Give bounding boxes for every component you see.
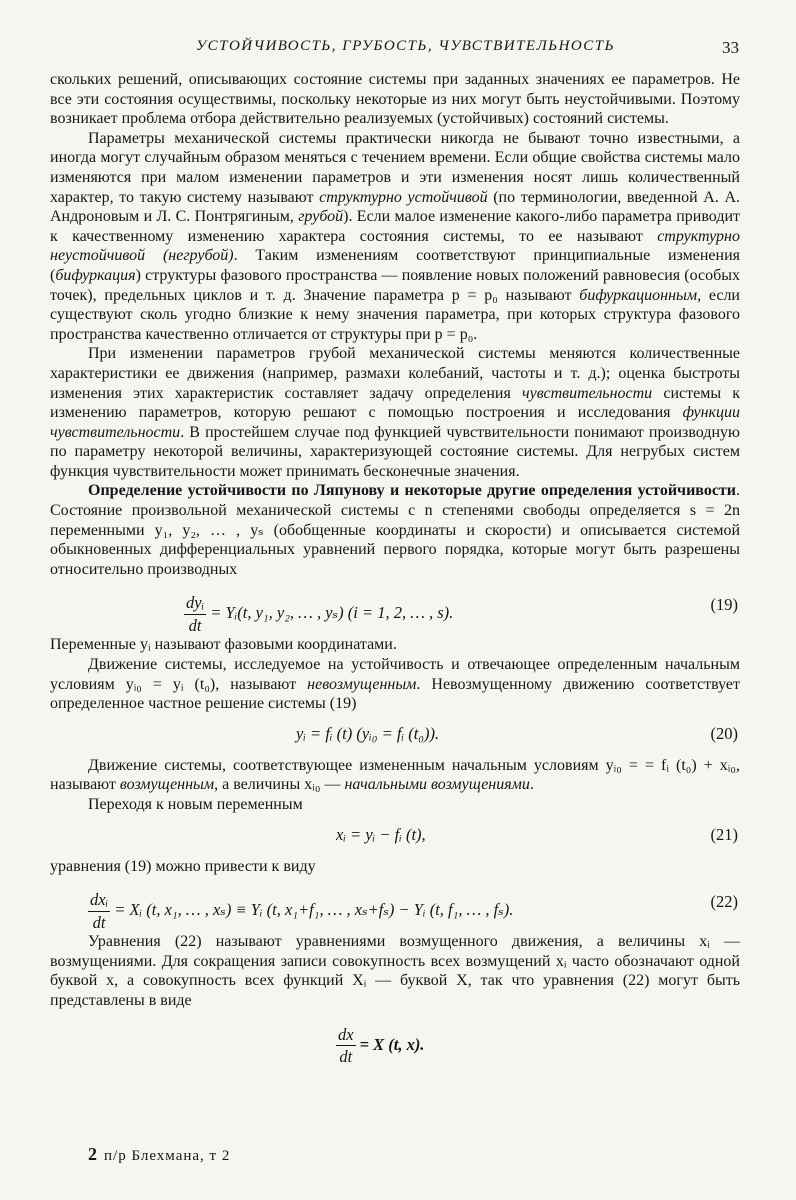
text-run: (по терминологии, введенной А. А. Андроновым и Л. С. Понтрягиным, [50,188,740,226]
page-body [50,70,740,1067]
text-run: . [529,776,534,794]
term-bifurcation: бифуркация [55,266,136,284]
numerator: dxᵢ [88,890,110,912]
denominator: dt [339,1047,353,1067]
fraction [184,593,206,635]
text-run: . Невозмущенному движению соответствует определенное частное решение системы (19) [50,675,740,713]
text-run: системы к изменению параметров, которую решают с помощью построения и исследования [50,384,740,422]
equation-20 [50,720,740,750]
text-run: . Таким изменениям соответствуют принципиальные изменения ( [50,247,741,284]
equation-number: (22) [710,892,738,912]
paragraph-10: Уравнения (22) называют уравнениями возмущенного движения, а величины xᵢ — возмущениями. Для сокращения записи совокупность всех возмущений xᵢ часто обозначают одной буквой x, а совокупность всех функций Xᵢ — буквой X, так что уравнения (22) могут быть представлены в виде [50,933,740,1009]
paragraph-4 [50,481,740,579]
equation-rhs: = Xᵢ (t, x₁, … , xₛ) ≡ Yᵢ (t, x₁+f₁, … , xₛ+fₛ) − Yᵢ (t, f₁, … , fₛ). [114,900,514,920]
equation-23 [50,1017,740,1067]
paragraph-2 [50,129,740,345]
equation-21 [50,821,740,851]
equation-22 [50,882,740,932]
term-initial-perturbations: начальными возмущениями [344,776,530,794]
running-header [0,38,796,62]
text-run: ) структуры фазового пространства — появление новых положений равновесия (особых точек), предельных циклов и т. д. Значение параметра p = p₀ называют [50,266,740,304]
sheet-number: 2 [88,1144,98,1164]
term-sensitivity-function: функции чувствительности [50,404,740,441]
text-run: ). Если малое изменение какого-либо параметра приводит к качественному изменению характера состояния системы, то ее называют [50,208,741,245]
term-unperturbed: невозмущенным [307,675,417,693]
text-run: Параметры механической системы практически никогда не бывают точно известными, а иногда могут случайным образом меняться с течением времени. Если общие свойства системы мало изменяются при малом изменении параметров и эти изменения носят лишь количественный характер, то такую систему называют [50,129,740,206]
term-robust: грубой [298,208,344,226]
footer-text: п/р Блехмана, т 2 [104,1148,231,1164]
equation-number: (20) [710,723,738,743]
equation-rhs: = Yᵢ(t, y₁, y₂, … , yₛ) (i = 1, 2, … , s). [210,603,454,623]
term-perturbed: возмущенным [119,776,215,794]
equation-number: (21) [710,824,738,844]
denominator: dt [92,912,106,932]
section-heading: Определение устойчивости по Ляпунову и некоторые другие определения устойчивости [88,482,736,500]
paragraph-8: Переходя к новым переменным [88,796,303,813]
term-structurally-stable: структурно устойчивой [319,188,488,206]
equation-content: yᵢ = fᵢ (t) (yᵢ₀ = fᵢ (t₀)). [296,723,440,743]
text-run: , а величины xᵢ₀ — [214,776,345,794]
equation-content: xᵢ = yᵢ − fᵢ (t), [336,824,426,844]
numerator: dyᵢ [184,593,206,615]
text-run: . Состояние произвольной механической системы с n степенями свободы определяется s = 2n переменными y₁, y₂, … , yₛ (обобщенные координаты и скорости) и описывается системой обыкновенных дифференциальных уравнений первого порядка, которые могут быть разрешены относительно производных [50,482,740,578]
paragraph-9: уравнения (19) можно привести к виду [50,857,316,875]
text-run: . В простейшем случае под функцией чувствительности понимают производную по параметру некоторой величины, характеризующей состояние системы. Для негрубых систем функция чувствительности может принимать бесконечные значения. [50,423,740,480]
text-run: , если существуют сколь угодно близкие к нему значения параметра, при которых структура фазового пространства качественно отличается от структуры при p = p₀. [50,286,740,343]
equation-19 [50,585,740,636]
text-run: Движение системы, соответствующее измененным начальным условиям yᵢ₀ = = fᵢ (t₀) + xᵢ₀, называют [50,756,740,794]
term-structurally-unstable: структурно неустойчивой (негрубой) [50,227,740,265]
equation-number: (19) [710,595,738,615]
equation-rhs: = X (t, x). [359,1034,425,1054]
term-sensitivity: чувствительности [522,384,653,402]
paragraph-7 [50,756,740,795]
fraction [88,890,110,932]
paragraph-3 [50,344,740,481]
denominator: dt [188,616,202,636]
paragraph-5: Переменные yᵢ называют фазовыми координатами. [50,636,397,654]
signature-footer [88,1144,230,1165]
fraction [336,1025,356,1067]
text-run: Движение системы, исследуемое на устойчивость и отвечающее определенным начальным условиям yᵢ₀ = yᵢ (t₀), называют [50,656,740,693]
page-number: 33 [722,38,739,57]
running-title: УСТОЙЧИВОСТЬ, ГРУБОСТЬ, ЧУВСТВИТЕЛЬНОСТЬ [196,38,615,54]
paragraph-1: скольких решений, описывающих состояние системы при заданных значениях ее параметров. Не все эти состояния осуществимы, поскольку некоторые из них могут быть неустойчивыми. Поэтому возникает проблема отбора действительно реализуемых (устойчивых) состояний системы. [50,71,740,128]
term-bifurcational: бифуркационным [579,286,698,304]
text-run: При изменении параметров грубой механической системы меняются количественные характеристики ее движения (например, размахи колебаний, частоты и т. д.); оценка быстроты изменения этих характеристик составляет задачу определения [50,345,740,402]
paragraph-6 [50,655,740,714]
numerator: dx [336,1025,356,1047]
